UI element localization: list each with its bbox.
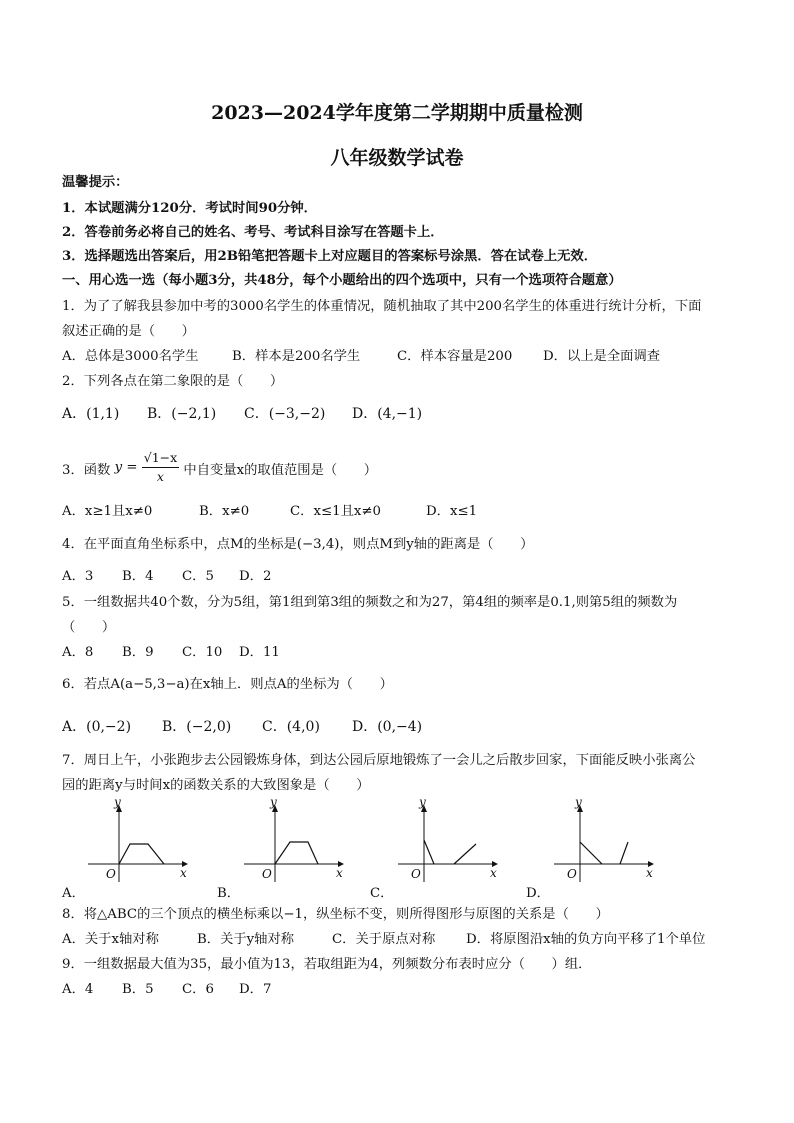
graph-b-origin: O	[262, 867, 272, 881]
graph-c-curve-down	[424, 840, 434, 864]
q9-stem: 9．一组数据最大值为35，最小值为13，若取组距为4，列频数分布表时应分（ ）组．	[62, 957, 592, 972]
graph-d	[548, 798, 658, 888]
q5-stem-line1: 5．一组数据共40个数，分为5组，第1组到第3组的频数之和为27，第4组的频率是0.1,则第5组的频数为	[62, 595, 678, 610]
q3-denominator: x	[156, 469, 164, 484]
q3-fraction	[142, 449, 179, 486]
tip-1: 1．本试题满分120分．考试时间90分钟．	[62, 201, 317, 216]
q6-option-d: D．(0,−4)	[352, 719, 423, 735]
q4-option-d: D．2	[239, 569, 272, 584]
graph-d-y-label: y	[575, 798, 582, 809]
exam-title: 2023—2024学年度第二学期期中质量检测	[211, 102, 583, 124]
q3-option-d: D．x≤1	[426, 504, 478, 519]
q3-option-c: C．x≤1且x≠0	[290, 504, 381, 519]
q4-options	[62, 568, 271, 586]
q6-stem: 6．若点A(a−5,3−a)在x轴上．则点A的坐标为（ ）	[62, 677, 393, 692]
q9-options	[62, 981, 271, 999]
q9-option-b: B．5	[122, 982, 154, 997]
q9-option-a: A．4	[62, 982, 94, 997]
q9-option-c: C．6	[182, 982, 214, 997]
graph-c-curve-up	[454, 844, 476, 864]
q3-formula-y: y	[114, 460, 123, 475]
q5-option-c: C．10	[182, 645, 223, 660]
q5-stem-line2: （ ）	[62, 620, 116, 635]
section-heading: 一、用心选一选（每小题3分，共48分，每个小题给出的四个选项中，只有一个选项符合题意）	[62, 273, 622, 288]
q6-options	[62, 718, 422, 736]
q2-option-a: A．(1,1)	[62, 406, 120, 422]
graph-d-x-label: x	[646, 866, 653, 880]
q3-stem	[62, 452, 377, 492]
q4-stem: 4．在平面直角坐标系中，点M的坐标是(−3,4)，则点M到y轴的距离是（ ）	[62, 537, 534, 552]
q4-option-a: A．3	[62, 569, 94, 584]
exam-subtitle: 八年级数学试卷	[330, 147, 464, 169]
graph-a-origin: O	[106, 867, 116, 881]
q8-options	[62, 931, 705, 949]
q5-options	[62, 644, 280, 662]
graph-d-origin: O	[567, 867, 577, 881]
q3-stem-before: 3．函数	[62, 463, 111, 478]
tips-heading: 温馨提示：	[62, 175, 129, 190]
graph-d-label: D．	[526, 886, 550, 901]
q2-stem: 2．下列各点在第二象限的是（ ）	[62, 374, 284, 389]
q4-option-b: B．4	[122, 569, 154, 584]
tip-3: 3．选择题选出答案后，用2B铅笔把答题卡上对应题目的答案标号涂黑．答在试卷上无效．	[62, 249, 598, 264]
graph-a-label: A．	[62, 886, 85, 901]
graph-a-x-label: x	[180, 866, 187, 880]
q7-stem-line1: 7．周日上午，小张跑步去公园锻炼身体，到达公园后原地锻炼了一会儿之后散步回家，下面能反映小张离公	[62, 753, 696, 768]
q1-option-a: A．总体是3000名学生	[62, 349, 199, 364]
graph-c-y-label: y	[419, 798, 426, 809]
q4-option-c: C．5	[182, 569, 214, 584]
q6-option-c: C．(4,0)	[262, 719, 320, 735]
graph-c-origin: O	[411, 867, 421, 881]
q5-option-d: D．11	[239, 645, 280, 660]
q5-option-a: A．8	[62, 645, 94, 660]
q3-formula-eq: =	[126, 460, 138, 475]
graph-b-x-label: x	[336, 866, 343, 880]
graph-a-y-label: y	[114, 798, 121, 809]
q1-options	[62, 348, 660, 366]
q3-numerator: √1−x	[142, 449, 179, 468]
graph-b	[238, 798, 348, 888]
q6-option-b: B．(−2,0)	[162, 719, 232, 735]
graph-b-label: B．	[217, 886, 241, 901]
q5-option-b: B．9	[122, 645, 154, 660]
graph-d-curve-down	[580, 842, 602, 864]
q1-option-b: B．样本是200名学生	[232, 349, 361, 364]
q8-option-b: B．关于y轴对称	[197, 932, 295, 947]
q8-option-d: D．将原图沿x轴的负方向平移了1个单位	[466, 932, 706, 947]
q3-option-a: A．x≥1且x≠0	[62, 504, 153, 519]
graph-b-y-label: y	[270, 798, 277, 809]
graph-d-curve-up	[620, 842, 628, 864]
tip-2: 2．答卷前务必将自己的姓名、考号、考试科目涂写在答题卡上．	[62, 225, 444, 240]
q8-option-a: A．关于x轴对称	[62, 932, 159, 947]
q3-options	[62, 503, 477, 521]
graph-b-curve	[275, 842, 318, 864]
graph-c-label: C．	[370, 886, 394, 901]
q6-option-a: A．(0,−2)	[62, 719, 132, 735]
q3-formula	[115, 449, 180, 486]
q1-stem-line2: 叙述正确的是（ ）	[62, 324, 195, 339]
q1-option-d: D．以上是全面调查	[543, 349, 661, 364]
q8-option-c: C．关于原点对称	[332, 932, 436, 947]
q8-stem: 8．将△ABC的三个顶点的横坐标乘以−1，纵坐标不变，则所得图形与原图的关系是（ ）	[62, 907, 609, 922]
q9-option-d: D．7	[239, 982, 272, 997]
graph-c-x-label: x	[490, 866, 497, 880]
q7-stem-line2: 园的距离y与时间x的函数关系的大致图象是（ ）	[62, 778, 370, 793]
q3-option-b: B．x≠0	[199, 504, 250, 519]
q1-stem-line1: 1．为了了解我县参加中考的3000名学生的体重情况，随机抽取了其中200名学生的体重进行统计分析，下面	[62, 299, 702, 314]
q2-option-d: D．(4,−1)	[352, 406, 423, 422]
q3-stem-after: 中自变量x的取值范围是（ ）	[183, 463, 378, 478]
q2-option-b: B．(−2,1)	[147, 406, 217, 422]
q2-options	[62, 405, 422, 423]
q2-option-c: C．(−3,−2)	[244, 406, 326, 422]
graph-a	[82, 798, 192, 888]
q1-option-c: C．样本容量是200	[397, 349, 513, 364]
graph-c	[392, 798, 502, 888]
graph-a-curve	[119, 844, 164, 864]
